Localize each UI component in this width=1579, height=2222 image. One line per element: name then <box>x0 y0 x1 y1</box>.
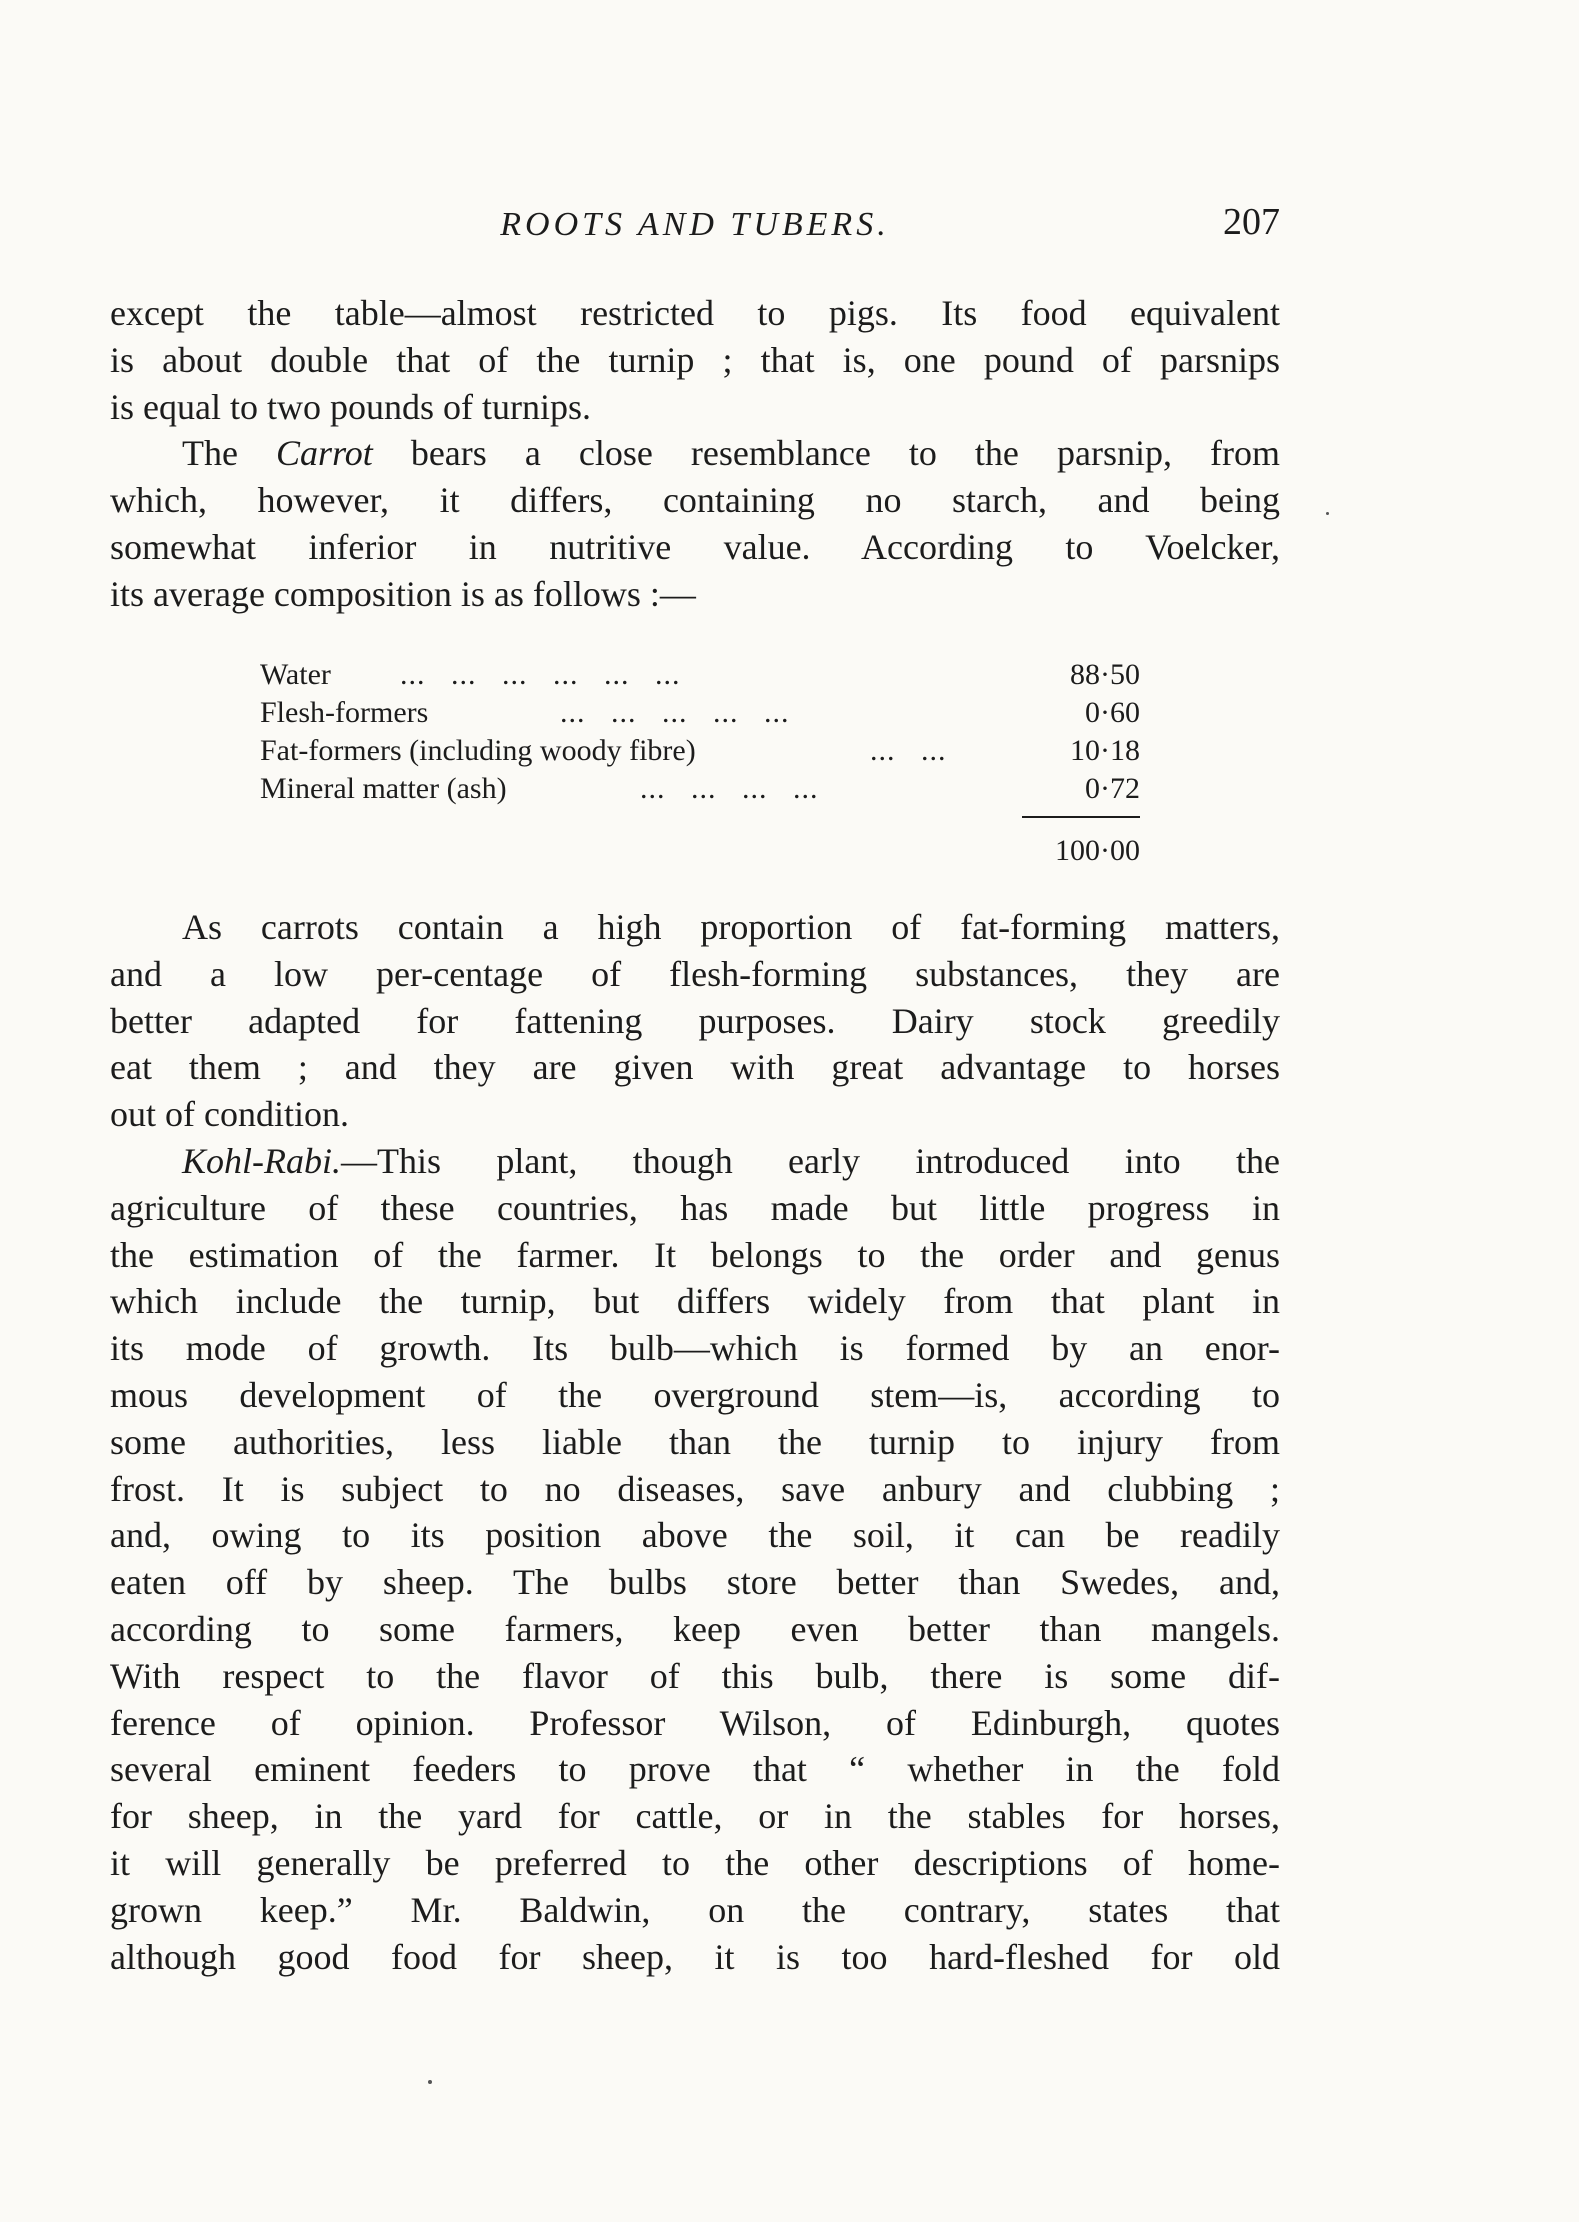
table-row-leader: ... ... <box>870 734 947 767</box>
table-row-value: 0·60 <box>1085 696 1140 729</box>
italic-term-kohl-rabi: Kohl-Rabi. <box>182 1140 341 1181</box>
text-line: frost. It is subject to no diseases, save anbury and clubbing ; <box>110 1468 1280 1509</box>
text-line: except the table—almost restricted to pigs. Its food equivalent <box>110 293 1280 333</box>
text-line: which include the turnip, but differs widely from that plant in <box>110 1281 1280 1322</box>
table-row <box>260 770 1140 808</box>
table-row-leader: ... ... ... ... ... ... <box>400 658 681 691</box>
italic-term-carrot: Carrot <box>276 433 373 474</box>
text-line: With respect to the flavor of this bulb, there is some dif- <box>110 1655 1280 1696</box>
table-row-value: 88·50 <box>1070 658 1140 691</box>
ink-speck <box>1326 512 1329 515</box>
text-line: somewhat inferior in nutritive value. According to Voelcker, <box>110 526 1280 567</box>
text-line <box>110 1138 1280 1185</box>
text-line: better adapted for fattening purposes. Dairy stock greedily <box>110 1000 1280 1041</box>
text-line: is about double that of the turnip ; that is, one pound of parsnips <box>110 339 1280 380</box>
table-row-label: Flesh-formers <box>260 696 429 729</box>
running-head: ROOTS AND TUBERS. <box>500 206 890 243</box>
text-line: eat them ; and they are given with great advantage to horses <box>110 1047 1280 1088</box>
table-total: 100·00 <box>1055 834 1140 867</box>
composition-table <box>260 656 1140 867</box>
text-line: some authorities, less liable than the turnip to injury from <box>110 1421 1280 1462</box>
text-line: its average composition is as follows :— <box>110 573 696 614</box>
sum-rule <box>1022 816 1140 818</box>
text-line: is equal to two pounds of turnips. <box>110 386 591 427</box>
text-block-bottom <box>110 904 1280 1980</box>
table-row-label: Mineral matter (ash) <box>260 772 507 805</box>
text-line: the estimation of the farmer. It belongs to the order and genus <box>110 1234 1280 1275</box>
table-row-value: 0·72 <box>1085 772 1140 805</box>
text-line: out of condition. <box>110 1094 349 1135</box>
page-header <box>110 200 1280 260</box>
text-line: although good food for sheep, it is too hard-fleshed for old <box>110 1936 1280 1977</box>
text-line: grown keep.” Mr. Baldwin, on the contrary, states that <box>110 1889 1280 1930</box>
table-row-value: 10·18 <box>1070 734 1140 767</box>
text-line: agriculture of these countries, has made but little progress in <box>110 1187 1280 1228</box>
table-row-leader: ... ... ... ... <box>640 772 819 805</box>
text-span: bears a close resemblance to the parsnip, from <box>372 433 1281 474</box>
text-line: As carrots contain a high proportion of fat-forming matters, <box>182 907 1280 947</box>
table-row <box>260 656 1140 694</box>
text-line: according to some farmers, keep even better than mangels. <box>110 1608 1280 1649</box>
text-line: which, however, it differs, containing no starch, and being <box>110 480 1280 521</box>
text-span: The <box>182 433 277 474</box>
text-line <box>110 430 1280 477</box>
text-line: eaten off by sheep. The bulbs store better than Swedes, and, <box>110 1562 1280 1603</box>
ink-speck <box>428 2080 432 2084</box>
text-line: for sheep, in the yard for cattle, or in the stables for horses, <box>110 1796 1280 1837</box>
table-row <box>260 732 1140 770</box>
text-line: several eminent feeders to prove that “ whether in the fold <box>110 1749 1280 1790</box>
text-line: mous development of the overground stem—is, according to <box>110 1374 1280 1415</box>
text-line: its mode of growth. Its bulb—which is formed by an enor- <box>110 1328 1280 1369</box>
text-line: and, owing to its position above the soil, it can be readily <box>110 1515 1280 1556</box>
text-line: it will generally be preferred to the other descriptions of home- <box>110 1842 1280 1883</box>
table-row-label: Fat-formers (including woody fibre) <box>260 734 696 767</box>
table-row <box>260 694 1140 732</box>
text-block-top <box>110 290 1280 618</box>
text-line: and a low per-centage of flesh-forming substances, they are <box>110 953 1280 994</box>
table-row-label: Water <box>260 658 331 691</box>
page-number: 207 <box>1223 201 1280 243</box>
text-line: ference of opinion. Professor Wilson, of Edinburgh, quotes <box>110 1702 1280 1743</box>
text-span: —This plant, though early introduced into the <box>341 1140 1280 1181</box>
table-row-leader: ... ... ... ... ... <box>560 696 790 729</box>
